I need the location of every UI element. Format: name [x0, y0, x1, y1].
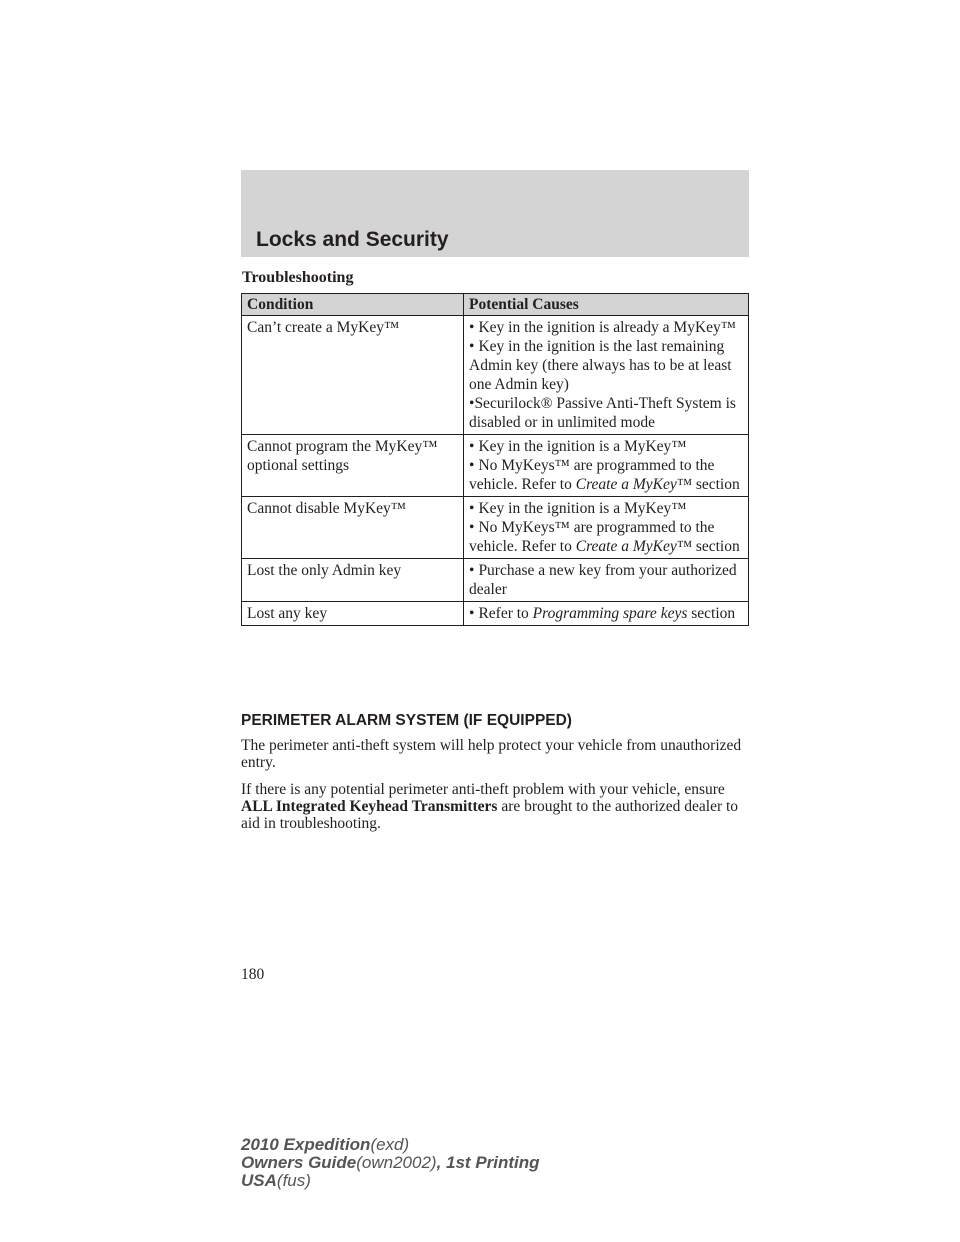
causes-cell [464, 497, 749, 559]
cause-item: • Refer to Programming spare keys section [469, 605, 736, 622]
condition-cell: Cannot disable MyKey™ [242, 497, 464, 559]
troubleshooting-heading: Troubleshooting [242, 269, 354, 286]
troubleshooting-table [241, 293, 749, 626]
perimeter-alarm-heading: PERIMETER ALARM SYSTEM (IF EQUIPPED) [241, 712, 572, 729]
table-row [242, 497, 749, 559]
column-header-condition: Condition [242, 294, 464, 316]
cause-item: • Purchase a new key from your authorized dealer [469, 562, 737, 598]
condition-cell: Lost the only Admin key [242, 559, 464, 602]
body-paragraph: The perimeter anti-theft system will help protect your vehicle from unauthorized entry. [241, 737, 742, 771]
causes-cell [464, 602, 749, 626]
cause-item: • No MyKeys™ are programmed to the vehicle. Refer to Create a MyKey™ section [469, 457, 740, 493]
section-title: Locks and Security [256, 228, 449, 251]
footer-line: USA(fus) [241, 1171, 311, 1190]
page-number: 180 [241, 966, 265, 983]
cross-reference: Create a MyKey™ [575, 476, 692, 493]
footer-line: Owners Guide(own2002), 1st Printing [241, 1153, 540, 1172]
cause-item: • No MyKeys™ are programmed to the vehicle. Refer to Create a MyKey™ section [469, 519, 740, 555]
condition-cell: Can’t create a MyKey™ [242, 316, 464, 435]
table-row [242, 602, 749, 626]
causes-cell [464, 435, 749, 497]
table-row [242, 316, 749, 435]
body-paragraph: If there is any potential perimeter anti-theft problem with your vehicle, ensure ALL Integrated Keyhead Transmitters are brought to the authorized dealer to aid in troubleshooting. [241, 781, 739, 832]
condition-cell: Lost any key [242, 602, 464, 626]
cross-reference: Programming spare keys [532, 605, 688, 622]
table-header-row [242, 294, 749, 316]
print-footer [241, 1136, 540, 1190]
emphasis-text: ALL Integrated Keyhead Transmitters [241, 798, 498, 815]
cross-reference: Create a MyKey™ [575, 538, 692, 555]
cause-item: • Key in the ignition is already a MyKey™ [469, 319, 736, 336]
section-header-band [241, 170, 749, 257]
table-row [242, 559, 749, 602]
column-header-causes: Potential Causes [464, 294, 749, 316]
cause-item: • Key in the ignition is a MyKey™ [469, 500, 687, 517]
table-row [242, 435, 749, 497]
causes-cell [464, 316, 749, 435]
footer-line: 2010 Expedition(exd) [241, 1135, 410, 1154]
cause-item: •Securilock® Passive Anti-Theft System is disabled or in unlimited mode [469, 395, 736, 431]
condition-cell: Cannot program the MyKey™ optional settings [242, 435, 464, 497]
cause-item: • Key in the ignition is a MyKey™ [469, 438, 687, 455]
causes-cell [464, 559, 749, 602]
cause-item: • Key in the ignition is the last remaining Admin key (there always has to be at least one Admin key) [469, 338, 732, 393]
